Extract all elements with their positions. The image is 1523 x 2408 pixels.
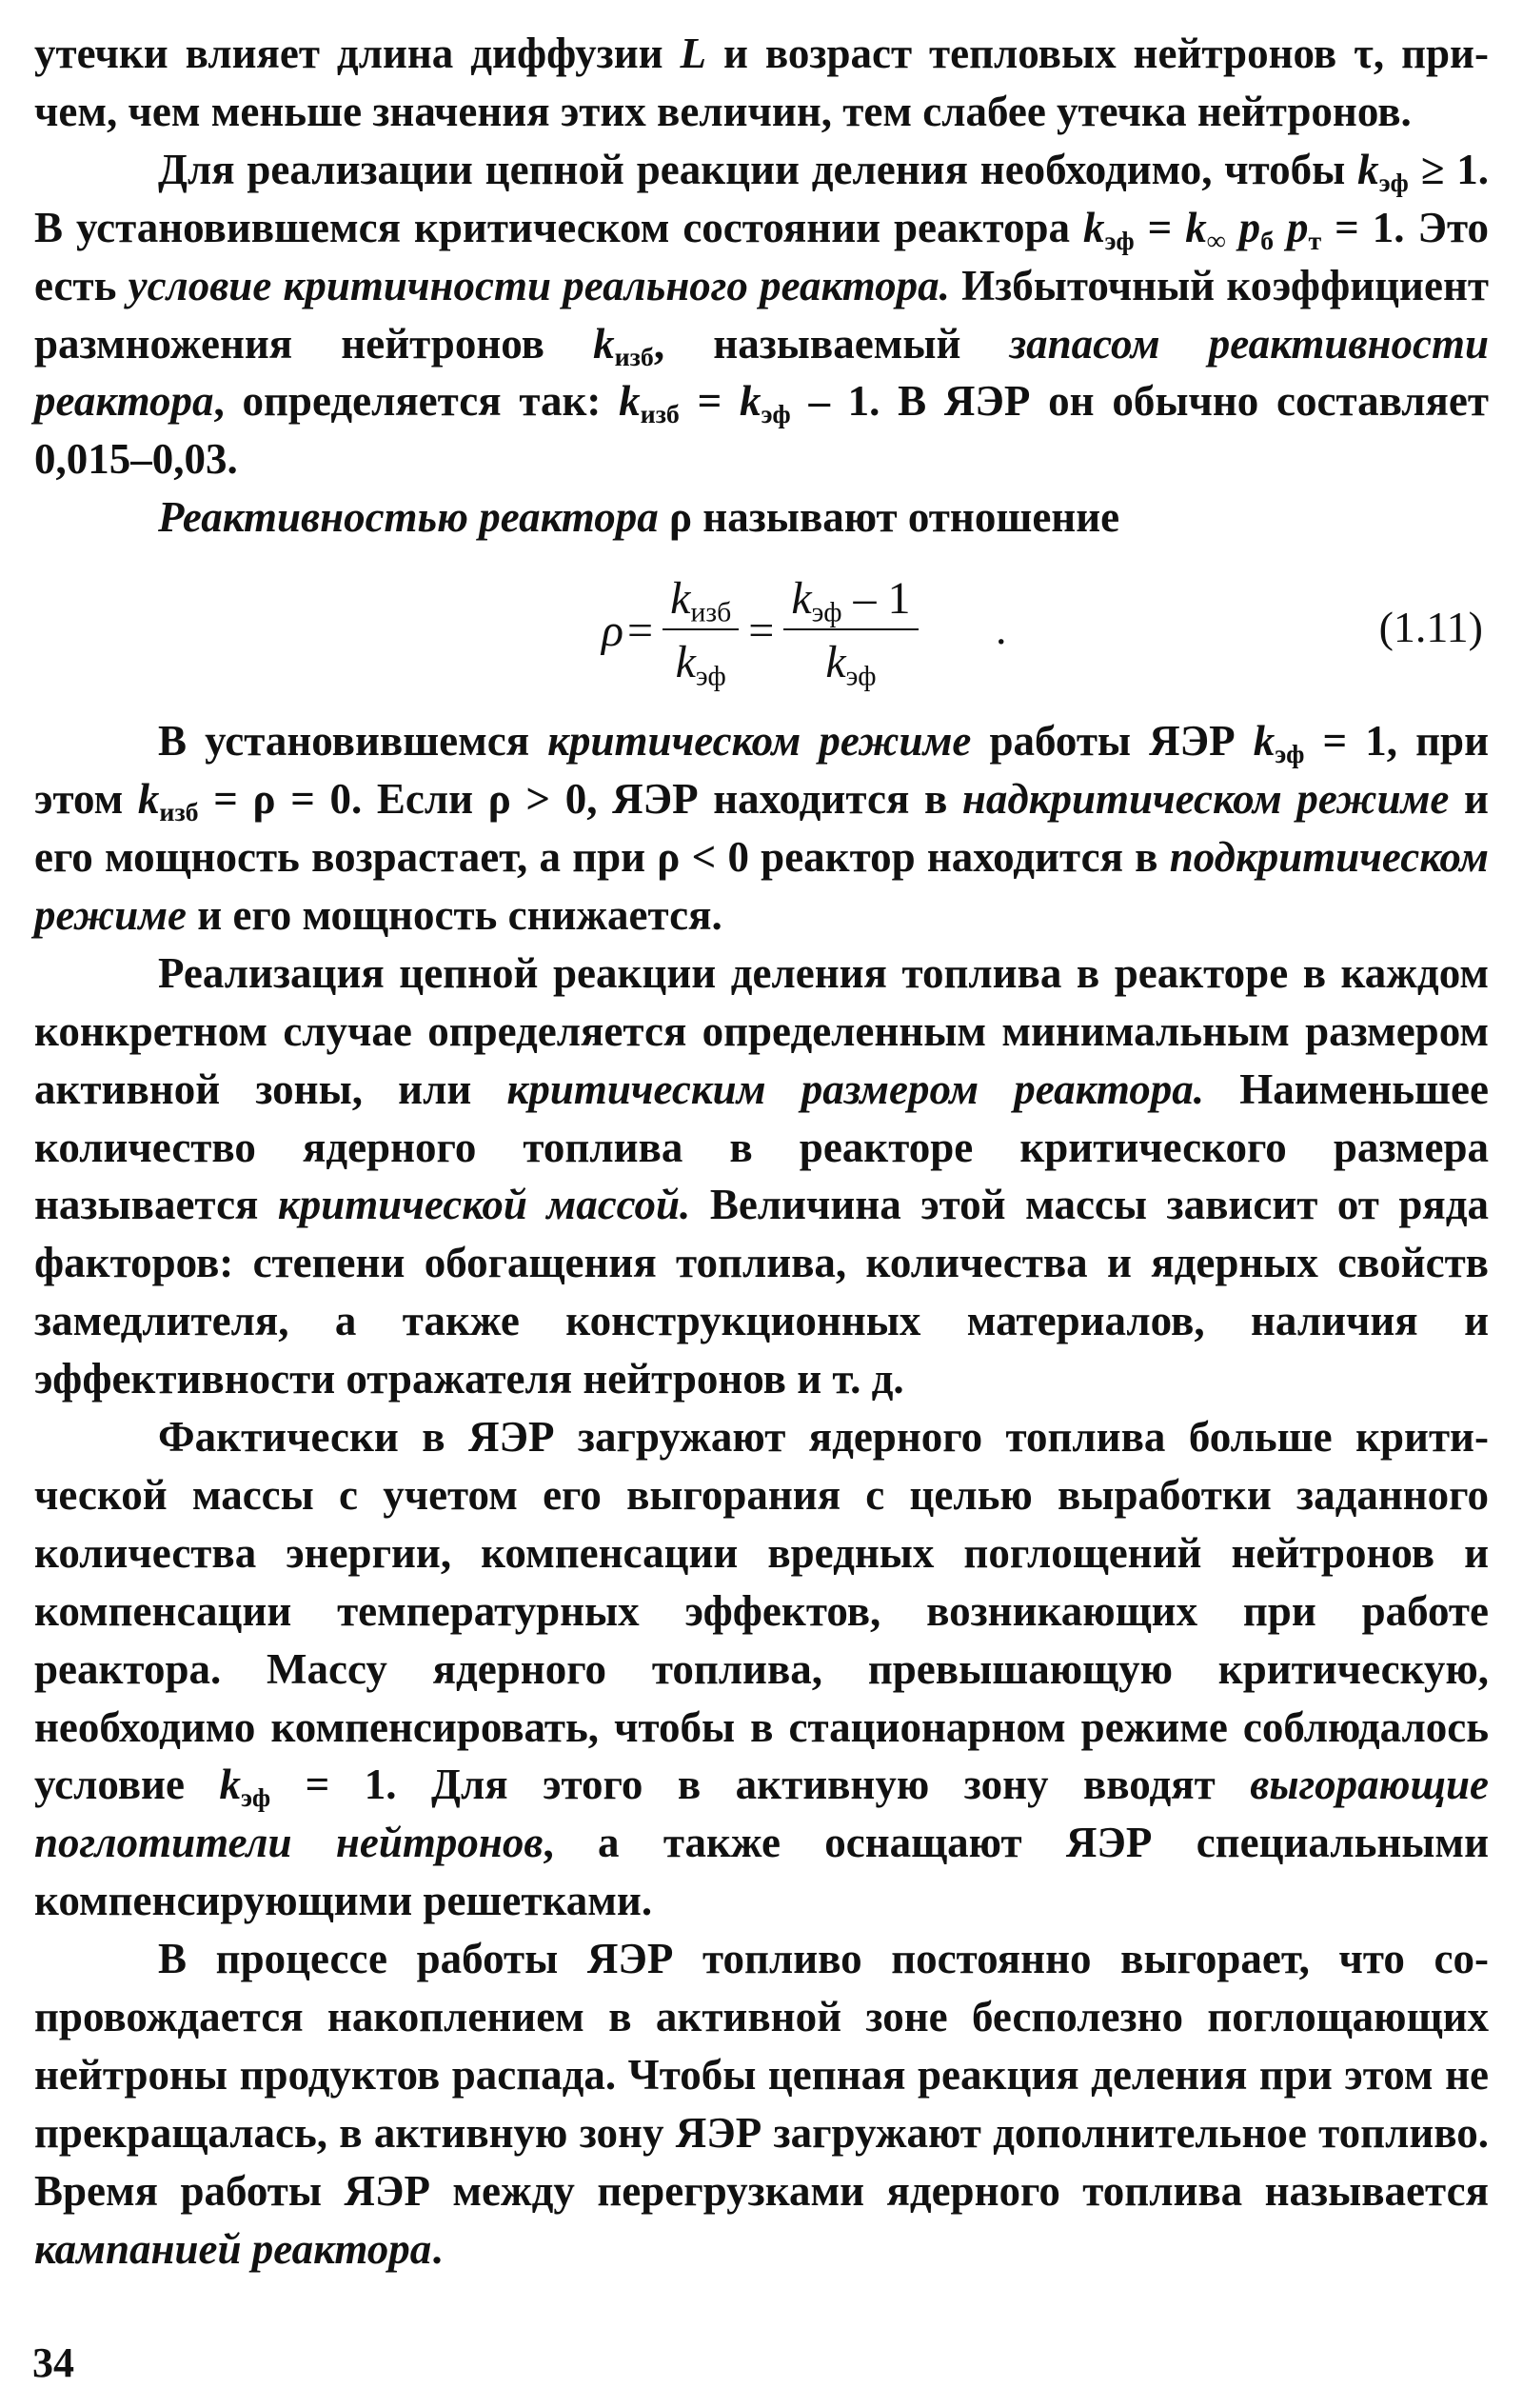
paragraph-5: Реализация цепной реакции деления топлива в реакторе в каждом конкретном случае определяется определенным минимальным размером активной зоны, или критическим размером реактора. Наименьшее количество ядерного топлива в реакторе критического размера называется критической массой. Величина этой массы зависит от ряда факторов: степени обогащения топлива, количества и ядерных свойств замедлителя, а также конструкционных материалов, наличия и эффективности отражателя нейтронов и т. д. (34, 948, 1490, 1403)
paragraph-1: утечки влияет длина диффузии L и возраст тепловых нейтронов τ, причем, чем меньше значения этих величин, тем слабее утечка нейтронов. (34, 30, 1489, 135)
page-body (34, 25, 1489, 2279)
formula-equals: = (627, 605, 654, 656)
formula-rho: ρ (602, 605, 624, 656)
paragraph-6: Фактически в ЯЭР загружают ядерного топлива больше критической массы с учетом его выгорания с целью выработки заданного количества энергии, компенсации вредных поглощений нейтронов и компенсации температурных эффектов, возникающих при работе реактора. Массу ядерного топлива, превышающую критическую, необходимо компенсировать, чтобы в стационарном режиме соблюдалось условие $k_{эф} = 1$. Для этого в активную зону вводят выгорающие поглотители нейтронов, а также оснащают ЯЭР специальными компенсирующими решетками. (34, 1413, 1490, 1925)
fraction-kizb-over-keff (663, 572, 739, 692)
paragraph-7: В процессе работы ЯЭР топливо постоянно выгорает, что сопровождается накоплением в активной зоне бесполезно поглощающих нейтроны продуктов распада. Чтобы цепная реакция деления при этом не прекращалась, в активную зону ЯЭР загружают дополнительное топливо. Время работы ЯЭР между перегрузками ядерного топлива называется кампанией реактора. (34, 1935, 1489, 2273)
formula-period: . (996, 605, 1007, 654)
page-number: 34 (32, 2339, 74, 2386)
formula-equals: = (748, 605, 775, 656)
paragraph-3: Реактивностью реактора ρ называют отношение (158, 493, 1120, 542)
fraction-numerator: $k_{эф} - 1$ (783, 572, 918, 630)
fraction-numerator: $k_{изб}$ (663, 572, 739, 630)
formula-1-11 (34, 550, 1489, 710)
formula-expression (602, 550, 924, 710)
paragraph-2: Для реализации цепной реакции деления необходимо, чтобы $k_{эф} \ge 1$. В установившемся критическом состоянии реактора $k_{эф} = k_\infty$ $p_б$ $p_т = 1$. Это есть условие критичности реального реактора. Избыточный коэффициент размножения нейтронов $k_{изб}$, называемый запасом реактивности реактора, определяется так: $k_{изб} = k_{эф} - 1$. В ЯЭР он обычно составляет 0,015–0,03. (34, 145, 1490, 484)
fraction-denominator: $k_{эф}$ (825, 637, 877, 692)
fraction-denominator: $k_{эф}$ (675, 637, 726, 692)
equation-number: (1.11) (1378, 603, 1483, 652)
fraction-keff-minus-one-over-keff (783, 572, 918, 692)
paragraph-4: В установившемся критическом режиме работы ЯЭР $k_{эф} = 1$, при этом $k_{изб} = \rho = 0$. Если ρ > 0, ЯЭР находится в надкритическом режиме и его мощность возрастает, а при ρ < 0 реактор находится в подкритическом режиме и его мощность снижается. (34, 717, 1490, 939)
